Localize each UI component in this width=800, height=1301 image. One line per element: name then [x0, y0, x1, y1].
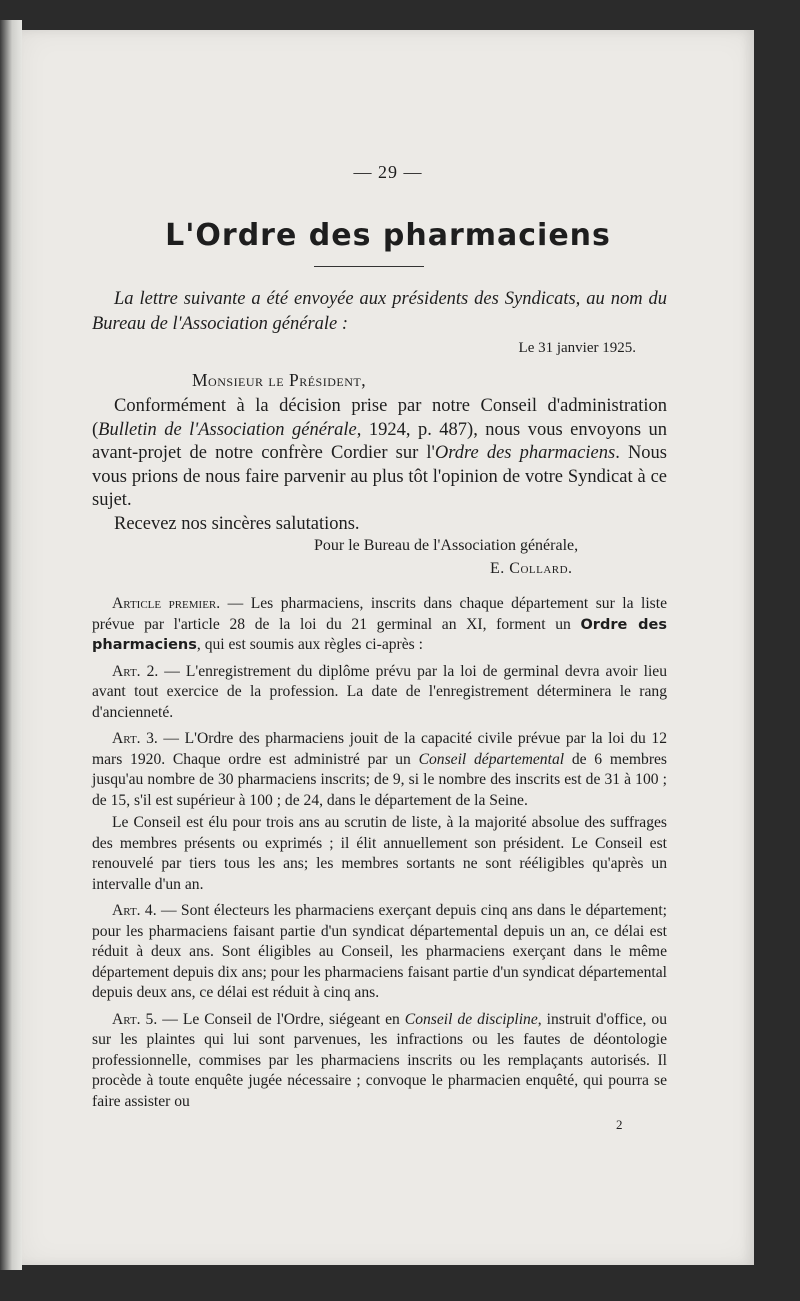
intro-paragraph: La lettre suivante a été envoyée aux présidents des Syndicats, au nom du Bureau de l'Association générale : — [92, 289, 667, 334]
letter-salutation: Monsieur le Président, — [192, 370, 367, 390]
article-1: Article premier. — Les pharmaciens, inscrits dans chaque département sur la liste prévue par l'article 28 de la loi du 21 germinal an XI, forment un Ordre des pharmaciens, qui est soumis aux règles ci-après : — [92, 595, 667, 653]
signature-name: E. Collard. — [490, 560, 573, 577]
title-underline — [314, 266, 424, 267]
article-5: Art. 5. — Le Conseil de l'Ordre, siégeant en Conseil de discipline, instruit d'office, ou sur les plaintes qui lui sont parvenues, les infractions ou les fautes de déontologie professionnelle, commises par les pharmaciens inscrits ou les remplaçants autorisés. Il procède à toute enquête jugée nécessaire ; convoque le pharmacien enquêté, qui pourra se faire assister ou — [92, 1010, 668, 1110]
letter-paragraph: Conformément à la décision prise par notre Conseil d'administration (Bulletin de l'Association générale, 1924, p. 487), nous vous envoyons un avant-projet de notre confrère Cordier sur l'Ordre des pharmaciens. Nous vous prions de nous faire parvenir au plus tôt l'opinion de votre Syndicat à ce sujet. — [92, 396, 668, 510]
page-title: L'Ordre des pharmaciens — [165, 218, 611, 253]
article-3-paragraph-2: Le Conseil est élu pour trois ans au scrutin de liste, à la majorité absolue des suffrages des membres présents ou exprimés ; il élit annuellement son président. Le Conseil est renouvelé par tiers tous les ans; les membres sortants ne sont rééligibles qu'après un intervalle d'un an. — [92, 814, 667, 893]
letter-body — [92, 395, 667, 536]
article-4: Art. 4. — Sont électeurs les pharmaciens exerçant depuis cinq ans dans le département; pour les pharmaciens faisant partie d'un syndicat départemental depuis un an, ce délai est réduit à deux ans. Sont éligibles au Conseil, les pharmaciens exerçant dans le même département depuis dix ans; pour les pharmaciens faisant partie d'un syndicat départemental depuis deux ans, ce délai est réduit à cinq ans. — [92, 902, 667, 1001]
left-page-edge — [0, 20, 22, 1270]
letter-closing: Recevez nos sincères salutations. — [114, 513, 360, 534]
letter-date: Le 31 janvier 1925. — [518, 340, 636, 356]
article-2: Art. 2. — L'enregistrement du diplôme prévu par la loi de germinal devra avoir lieu avant tout exercice de la profession. La date de l'enregistrement déterminera le rang d'ancienneté. — [92, 662, 667, 721]
signature-line: Pour le Bureau de l'Association générale, — [314, 537, 579, 554]
signature-mark: 2 — [616, 1117, 623, 1132]
article-3: Art. 3. — L'Ordre des pharmaciens jouit de la capacité civile prévue par la loi du 12 mars 1920. Chaque ordre est administré par un Conseil départemental de 6 membres jusqu'au nombre de 30 pharmaciens inscrits; de 9, si le nombre des inscrits est de 31 à 100 ; de 15, s'il est supérieur à 100 ; de 24, dans le département de la Seine. — [92, 730, 668, 809]
page-number: — 29 — — [353, 162, 423, 182]
articles-section — [92, 594, 667, 1118]
document-page — [22, 30, 754, 1265]
